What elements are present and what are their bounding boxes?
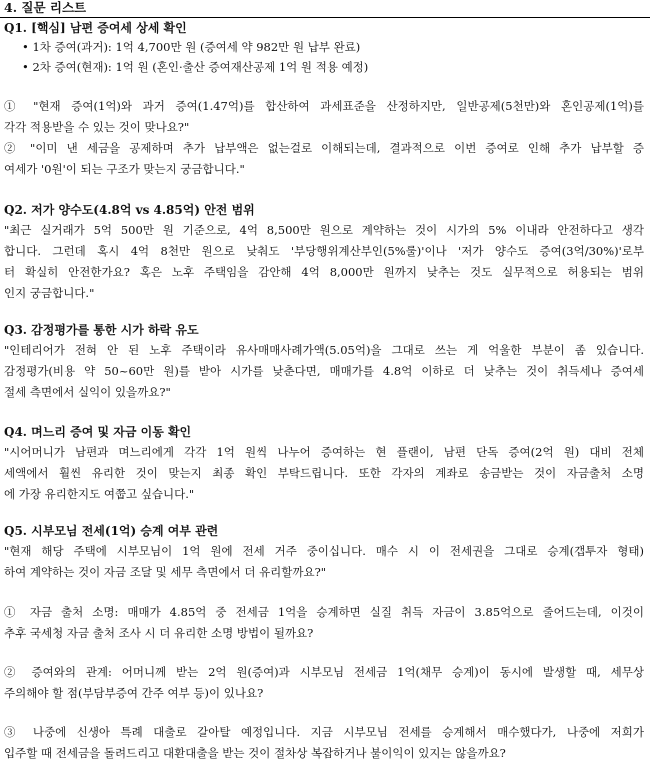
q1-title: Q1. [핵심] 남편 증여세 상세 확인 [4, 21, 187, 35]
q3-line-3: 절세 측면에서 실익이 있을까요?" [4, 385, 171, 399]
section-divider [0, 17, 650, 18]
q5-line-2: 하여 계약하는 것이 자금 조달 및 세무 측면에서 더 유리할까요?" [4, 565, 327, 579]
q1-line-2: 각각 적용받을 수 있는 것이 맞나요?" [4, 120, 190, 134]
q2-line-1: "최근 실거래가 5억 500만 원 기준으로, 4억 8,500만 원으로 계약하는 것이 시가의 5% 이내라 안전하다고 생각 [4, 223, 644, 237]
q5-item-2-line-1: ② 증여와의 관계: 어머니께 받는 2억 원(증여)과 시부모님 전세금 1억(채무 승계)이 동시에 발생할 때, 세무상 [4, 665, 644, 679]
q5-line-1: "현재 해당 주택에 시부모님이 1억 원에 전세 거주 중이십니다. 매수 시 이 전세권을 그대로 승계(갭투자 형태) [4, 544, 644, 558]
q2-line-3: 터 확실히 안전한가요? 혹은 노후 주택임을 감안해 4억 8,000만 원까지 낮추는 것도 실무적으로 허용되는 범위 [4, 265, 644, 279]
q3-line-2: 감정평가(비용 약 50~60만 원)를 받아 시가를 낮춘다면, 매매가를 4.8억 이하로 더 낮추는 것이 취득세나 증여세 [4, 364, 644, 378]
q1-line-1: ① "현재 증여(1억)와 과거 증여(1.47억)를 합산하여 과세표준을 산정하지만, 일반공제(5천만)와 혼인공제(1억)를 [4, 99, 644, 113]
q1-bullet-2: • 2차 증여(현재): 1억 원 (혼인·출산 증여재산공제 1억 원 적용 예정) [22, 60, 369, 74]
q5-item-2-line-2: 주의해야 할 점(부담부증여 간주 여부 등)이 있나요? [4, 686, 264, 700]
q3-line-1: "인테리어가 전혀 안 된 노후 주택이라 유사매매사례가액(5.05억)을 그대로 쓰는 게 억울한 부분이 좀 있습니다. [4, 343, 644, 357]
q2-title: Q2. 저가 양수도(4.8억 vs 4.85억) 안전 범위 [4, 203, 255, 217]
q5-item-1-line-2: 추후 국세청 자금 출처 조사 시 더 유리한 소명 방법이 될까요? [4, 626, 314, 640]
q5-title: Q5. 시부모님 전세(1억) 승계 여부 관련 [4, 524, 219, 538]
q5-item-3-line-2: 입주할 때 전세금을 돌려드리고 대환대출을 받는 것이 절차상 복잡하거나 불이익이 있지는 않을까요? [4, 746, 506, 760]
q4-line-2: 세액에서 훨씬 유리한 것이 맞는지 최종 확인 부탁드립니다. 또한 각자의 계좌로 송금받는 것이 자금출처 소명 [4, 466, 644, 480]
q5-item-1-line-1: ① 자금 출처 소명: 매매가 4.85억 중 전세금 1억을 승계하면 실질 취득 자금이 3.85억으로 줄어드는데, 이것이 [4, 605, 644, 619]
q3-title: Q3. 감정평가를 통한 시가 하락 유도 [4, 323, 199, 337]
q2-line-4: 인지 궁금합니다." [4, 286, 95, 300]
q4-title: Q4. 며느리 증여 및 자금 이동 확인 [4, 425, 192, 439]
q1-line-4: 여세가 '0원'이 되는 구조가 맞는지 궁금합니다." [4, 162, 245, 176]
q4-line-1: "시어머니가 남편과 며느리에게 각각 1억 원씩 나누어 증여하는 현 플랜이, 남편 단독 증여(2억 원) 대비 전체 [4, 445, 644, 459]
q5-item-3-line-1: ③ 나중에 신생아 특례 대출로 갈아탈 예정입니다. 지금 시부모님 전세를 승계해서 매수했다가, 나중에 저희가 [4, 725, 644, 739]
q1-bullet-1: • 1차 증여(과거): 1억 4,700만 원 (증여세 약 982만 원 납부 완료) [22, 40, 361, 54]
q4-line-3: 에 가장 유리한지도 여쭙고 싶습니다." [4, 487, 195, 501]
section-title: 4. 질문 리스트 [4, 0, 87, 15]
q2-line-2: 합니다. 그런데 혹시 4억 8천만 원으로 낮춰도 '부당행위계산부인(5%룰)'이나 '저가 양수도 증여(3억/30%)'로부 [4, 244, 644, 258]
q1-line-3: ② "이미 낸 세금을 공제하며 추가 납부액은 없는걸로 이해되는데, 결과적으로 이번 증여로 인해 추가 납부할 증 [4, 141, 644, 155]
